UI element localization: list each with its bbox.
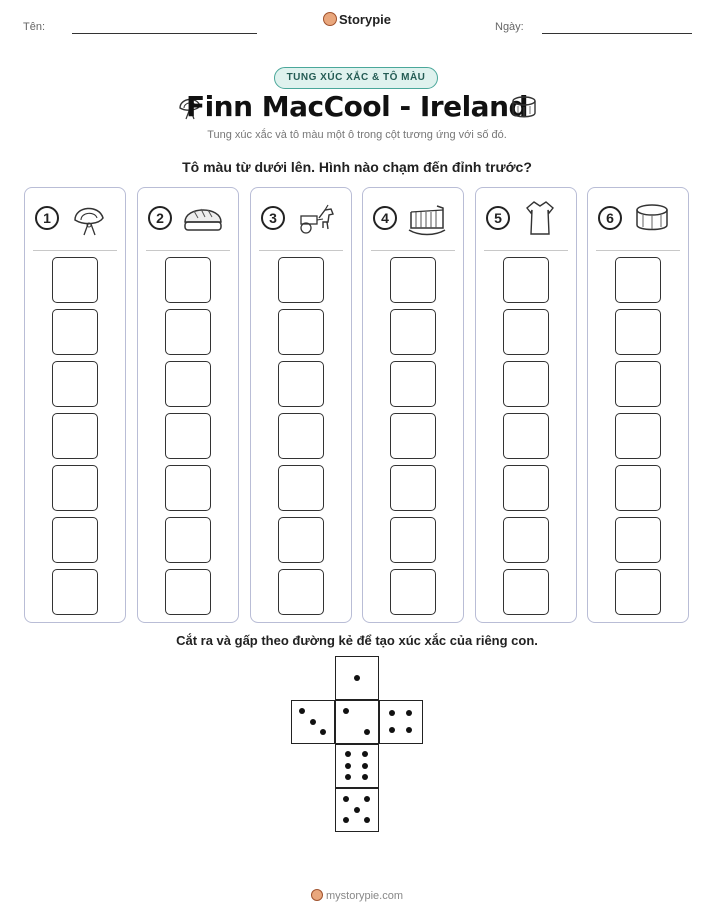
die-pip [406, 727, 412, 733]
color-box[interactable] [615, 517, 661, 563]
bear-logo-icon [311, 889, 323, 901]
die-pip [362, 751, 368, 757]
divider [371, 250, 455, 251]
color-box[interactable] [278, 361, 324, 407]
die-pip [345, 774, 351, 780]
cut-instruction: Cắt ra và gấp theo đường kẻ để tạo xúc xắc của riêng con. [176, 633, 538, 648]
die-pip [354, 675, 360, 681]
color-box[interactable] [165, 517, 211, 563]
horse-cart-icon [295, 198, 337, 238]
color-box[interactable] [390, 465, 436, 511]
color-box[interactable] [278, 517, 324, 563]
color-box[interactable] [52, 361, 98, 407]
column-2 [137, 187, 239, 623]
color-box[interactable] [165, 569, 211, 615]
die-pip [362, 763, 368, 769]
color-box[interactable] [390, 309, 436, 355]
color-box[interactable] [390, 569, 436, 615]
color-box[interactable] [52, 569, 98, 615]
color-box[interactable] [52, 413, 98, 459]
color-box[interactable] [278, 309, 324, 355]
die-pip [343, 708, 349, 714]
die-pip [362, 774, 368, 780]
column-number: 6 [598, 206, 622, 230]
color-box[interactable] [503, 257, 549, 303]
color-box[interactable] [615, 465, 661, 511]
bread-loaf-icon [182, 198, 224, 238]
die-pip [364, 729, 370, 735]
die-pip [299, 708, 305, 714]
divider [146, 250, 230, 251]
dress-icon [520, 198, 562, 238]
color-box[interactable] [390, 413, 436, 459]
activity-badge: TUNG XÚC XẮC & TÔ MÀU [274, 67, 438, 89]
color-box[interactable] [165, 465, 211, 511]
column-number: 2 [148, 206, 172, 230]
die-pip [343, 817, 349, 823]
color-box[interactable] [52, 309, 98, 355]
die-face-1 [335, 656, 379, 700]
date-line[interactable] [542, 33, 692, 34]
bear-logo-icon [323, 12, 337, 26]
color-box[interactable] [278, 413, 324, 459]
date-label: Ngày: [495, 21, 524, 33]
die-pip [320, 729, 326, 735]
cradle-icon [407, 198, 449, 238]
color-box[interactable] [615, 413, 661, 459]
color-box[interactable] [503, 465, 549, 511]
color-box[interactable] [615, 361, 661, 407]
divider [33, 250, 117, 251]
die-pip [364, 796, 370, 802]
color-box[interactable] [52, 257, 98, 303]
color-box[interactable] [390, 257, 436, 303]
color-box[interactable] [278, 465, 324, 511]
column-3 [250, 187, 352, 623]
die-pip [343, 796, 349, 802]
tree-stump-icon [510, 94, 538, 120]
die-pip [354, 807, 360, 813]
die-face-2 [335, 700, 379, 744]
name-label: Tên: [23, 21, 46, 33]
column-1 [24, 187, 126, 623]
color-box[interactable] [390, 517, 436, 563]
color-box[interactable] [165, 413, 211, 459]
die-pip [345, 763, 351, 769]
column-number: 1 [35, 206, 59, 230]
die-face-3 [291, 700, 335, 744]
color-box[interactable] [615, 257, 661, 303]
coloring-instruction: Tô màu từ dưới lên. Hình nào chạm đến đỉnh trước? [182, 159, 532, 175]
color-box[interactable] [503, 569, 549, 615]
column-number: 4 [373, 206, 397, 230]
color-box[interactable] [503, 361, 549, 407]
color-box[interactable] [615, 309, 661, 355]
die-pip [406, 710, 412, 716]
bonnet-icon [69, 198, 111, 238]
color-box[interactable] [165, 309, 211, 355]
subtitle: Tung xúc xắc và tô màu một ô trong cột tương ứng với số đó. [207, 129, 507, 141]
die-face-6 [335, 744, 379, 788]
color-box[interactable] [165, 257, 211, 303]
color-box[interactable] [278, 569, 324, 615]
color-box[interactable] [615, 569, 661, 615]
divider [259, 250, 343, 251]
color-box[interactable] [503, 309, 549, 355]
color-box[interactable] [52, 465, 98, 511]
die-face-4 [379, 700, 423, 744]
column-number: 5 [486, 206, 510, 230]
die-pip [389, 710, 395, 716]
divider [484, 250, 568, 251]
tree-stump-icon [632, 198, 674, 238]
color-box[interactable] [278, 257, 324, 303]
color-box[interactable] [390, 361, 436, 407]
die-pip [364, 817, 370, 823]
die-pip [310, 719, 316, 725]
storypie-logo: Storypie [0, 12, 714, 27]
color-box[interactable] [503, 413, 549, 459]
page-title: Finn MacCool - Ireland [185, 90, 529, 123]
divider [596, 250, 680, 251]
column-6 [587, 187, 689, 623]
column-4 [362, 187, 464, 623]
column-number: 3 [261, 206, 285, 230]
footer: mystorypie.com [0, 889, 714, 902]
die-face-5 [335, 788, 379, 832]
die-pip [389, 727, 395, 733]
name-line[interactable] [72, 33, 257, 34]
color-box[interactable] [165, 361, 211, 407]
color-box[interactable] [52, 517, 98, 563]
color-box[interactable] [503, 517, 549, 563]
column-5 [475, 187, 577, 623]
die-pip [345, 751, 351, 757]
